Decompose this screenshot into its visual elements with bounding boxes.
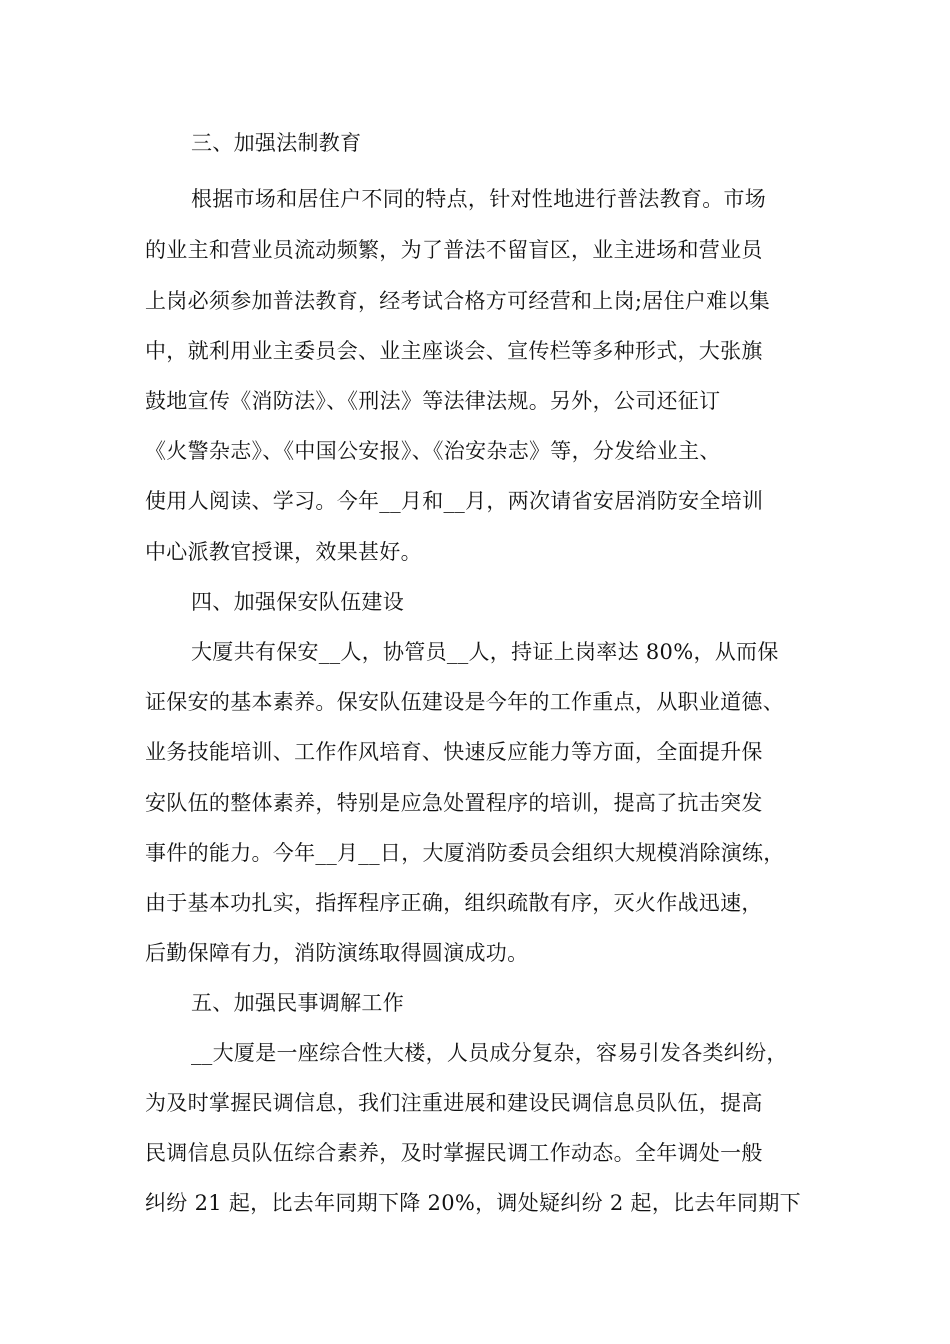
paragraph-line: 使用人阅读、学习。今年__月和__月，两次请省安居消防安全培训 xyxy=(145,489,764,513)
paragraph-line: 中，就利用业主委员会、业主座谈会、宣传栏等多种形式，大张旗 xyxy=(145,339,763,363)
paragraph-line: 安队伍的整体素养，特别是应急处置程序的培训，提高了抗击突发 xyxy=(145,791,763,815)
paragraph-line: 的业主和营业员流动频繁，为了普法不留盲区，业主进场和营业员 xyxy=(145,238,763,262)
paragraph-line: 纠纷 21 起，比去年同期下降 20%，调处疑纠纷 2 起，比去年同期下 xyxy=(145,1191,801,1215)
paragraph-line: 《火警杂志》、《中国公安报》、《治安杂志》等，分发给业主、 xyxy=(145,439,721,463)
paragraph-line: 大厦共有保安__人，协管员__人，持证上岗率达 80%，从而保 xyxy=(191,640,779,664)
paragraph-line: 根据市场和居住户不同的特点，针对性地进行普法教育。市场 xyxy=(191,187,767,211)
paragraph-line: 为及时掌握民调信息，我们注重进展和建设民调信息员队伍，提高 xyxy=(145,1091,763,1115)
section-heading-5: 五、加强民事调解工作 xyxy=(191,991,404,1015)
paragraph-line: 证保安的基本素养。保安队伍建设是今年的工作重点，从职业道德、 xyxy=(145,690,784,714)
paragraph-line: 事件的能力。今年__月__日，大厦消防委员会组织大规模消除演练， xyxy=(145,841,785,865)
paragraph-line: 民调信息员队伍综合素养，及时掌握民调工作动态。全年调处一般 xyxy=(145,1141,763,1165)
paragraph-line: 中心派教官授课，效果甚好。 xyxy=(145,540,422,564)
paragraph-line: 鼓地宣传《消防法》、《刑法》等法律法规。另外，公司还征订 xyxy=(145,389,721,413)
paragraph-line: 后勤保障有力，消防演练取得圆演成功。 xyxy=(145,941,529,965)
paragraph-line: 上岗必须参加普法教育，经考试合格方可经营和上岗;居住户难以集 xyxy=(145,289,771,313)
paragraph-line: __大厦是一座综合性大楼，人员成分复杂，容易引发各类纠纷， xyxy=(191,1041,788,1065)
section-heading-4: 四、加强保安队伍建设 xyxy=(191,590,404,614)
section-heading-3: 三、加强法制教育 xyxy=(191,131,362,155)
paragraph-line: 由于基本功扎实，指挥程序正确，组织疏散有序，灭火作战迅速， xyxy=(145,891,763,915)
paragraph-line: 业务技能培训、工作作风培育、快速反应能力等方面，全面提升保 xyxy=(145,740,763,764)
